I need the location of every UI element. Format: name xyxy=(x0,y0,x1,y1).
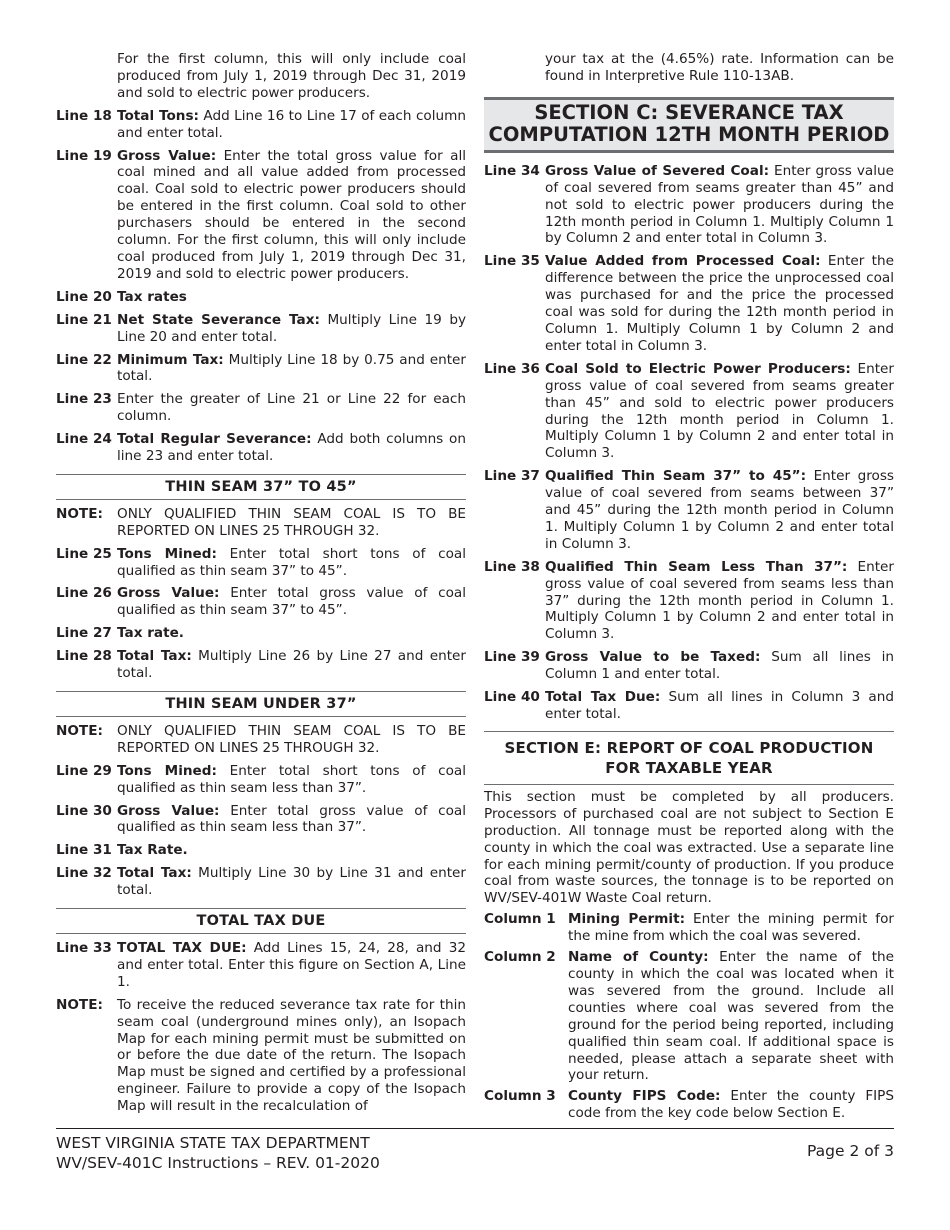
instruction-line-description: Enter total short tons of coal qualified as thin seam less than 37”. xyxy=(117,762,466,796)
instruction-line-description: Add Lines 15, 24, 28, and 32 and enter total. Enter this figure on Section A, Line 1. xyxy=(117,939,466,990)
column-instruction-text xyxy=(568,1088,894,1122)
instruction-line-text xyxy=(117,865,466,899)
instruction-line-text xyxy=(545,468,894,553)
section-e-heading-line1: SECTION E: REPORT OF COAL PRODUCTION xyxy=(504,738,874,757)
instruction-line-item xyxy=(484,649,894,683)
instruction-line-label: Line 36 xyxy=(484,360,540,377)
instruction-line-title: Tons Mined: xyxy=(117,762,217,779)
instruction-line-text xyxy=(117,148,466,283)
instruction-line-label: Line 24 xyxy=(56,431,112,448)
instruction-line-label: Line 34 xyxy=(484,162,540,179)
instruction-line-description: Enter gross value of coal severed from seams less than 37” during the 12th month period in Column 1. Multiply Column 1 by Column 2 and enter total in Column 3. xyxy=(545,558,894,643)
instruction-line-description: Enter the difference between the price the unprocessed coal was purchased for and the price the processed coal was sold for during the 12th month period in Column 1. Multiply Column 1 by Column 2 and enter total in Column 3. xyxy=(545,253,894,354)
lines-34-40 xyxy=(484,163,894,723)
instruction-line-label: Line 18 xyxy=(56,107,112,124)
instruction-line-description: Multiply Line 26 by Line 27 and enter total. xyxy=(117,648,466,682)
column-instruction-title: Mining Permit: xyxy=(568,911,686,928)
instruction-line-text xyxy=(117,108,466,142)
instruction-line-label: Line 29 xyxy=(56,762,112,779)
instruction-line-text xyxy=(545,253,894,354)
instruction-line-description: Add Line 16 to Line 17 of each column and enter total. xyxy=(117,107,466,141)
instruction-line-text xyxy=(117,391,466,425)
section-e-heading xyxy=(484,731,894,785)
instruction-line-label: NOTE: xyxy=(56,505,103,522)
instruction-line-item xyxy=(484,468,894,553)
instruction-line-item xyxy=(56,997,466,1115)
instruction-line-item xyxy=(56,546,466,580)
department-name: WEST VIRGINIA STATE TAX DEPARTMENT xyxy=(56,1134,370,1152)
instruction-line-description: Enter total gross value of coal qualified as thin seam 37” to 45”. xyxy=(117,585,467,619)
instruction-line-title: Tax rates xyxy=(117,288,187,305)
instruction-line-item xyxy=(56,585,466,619)
instruction-line-label: Line 40 xyxy=(484,689,540,706)
instruction-line-title: Total Regular Severance: xyxy=(117,431,312,448)
footer-rule xyxy=(56,1128,894,1129)
column-instruction-label: Column 1 xyxy=(484,911,556,928)
instruction-line-item xyxy=(56,431,466,465)
instruction-line-description: Multiply Line 19 by Line 20 and enter total. xyxy=(117,311,467,345)
instruction-line-description: Enter gross value of coal severed from seams greater than 45” and sold to electric power producers during the 12th month period in Column 1. Multiply Column 1 by Column 2 and enter total in Column 3. xyxy=(545,360,894,462)
instruction-line-item xyxy=(56,763,466,797)
instruction-line-description: Enter gross value of coal severed from seams between 37” and 45” during the 12th month period in Column 1. Multiply Column 1 by Column 2 and enter total in Column 3. xyxy=(545,468,895,552)
instruction-line-text xyxy=(545,559,894,644)
instruction-line-item xyxy=(56,108,466,142)
instruction-line-label: Line 28 xyxy=(56,648,112,665)
line-33-and-note xyxy=(56,940,466,1115)
instruction-line-item xyxy=(484,163,894,248)
instruction-line-text xyxy=(117,940,466,991)
lines-29-32 xyxy=(56,723,466,899)
instruction-line-description: ONLY QUALIFIED THIN SEAM COAL IS TO BE REPORTED ON LINES 25 THROUGH 32. xyxy=(117,505,466,539)
column-instruction-description: Enter the name of the county in which the coal was located when it was severed from the ground. Include all counties where coal was severed from the ground for the period being reported, including qualified thin seam coal. If additional space is needed, please attach a separate sheet with your return. xyxy=(568,949,894,1084)
instruction-line-description: Sum all lines in Column 3 and enter total. xyxy=(545,689,894,722)
instruction-line-text xyxy=(117,289,466,306)
instruction-line-label: Line 20 xyxy=(56,288,112,305)
instruction-line-label: Line 39 xyxy=(484,649,540,666)
instruction-line-label: Line 37 xyxy=(484,468,540,485)
instruction-line-text xyxy=(117,506,466,540)
instruction-line-title: Tax Rate. xyxy=(117,842,188,859)
instruction-line-label: Line 22 xyxy=(56,351,112,368)
instruction-line-item xyxy=(484,361,894,462)
instruction-line-item xyxy=(56,625,466,642)
section-c-heading xyxy=(484,97,894,153)
instruction-line-item xyxy=(56,803,466,837)
instruction-line-title: Qualified Thin Seam 37” to 45”: xyxy=(545,468,807,485)
instruction-line-description: Add both columns on line 23 and enter total. xyxy=(117,431,466,465)
instruction-line-label: Line 35 xyxy=(484,253,540,270)
instruction-line-text xyxy=(117,723,466,757)
instruction-line-text xyxy=(117,431,466,465)
instruction-line-text xyxy=(117,842,466,859)
instruction-line-title: Tons Mined: xyxy=(117,545,217,562)
instruction-line-item xyxy=(56,289,466,306)
instruction-line-title: Gross Value: xyxy=(117,585,220,602)
lines-18-24 xyxy=(56,108,466,465)
instruction-line-title: Net State Severance Tax: xyxy=(117,311,320,328)
instruction-line-label: Line 38 xyxy=(484,558,540,575)
instruction-line-title: TOTAL TAX DUE: xyxy=(117,939,247,956)
instruction-line-label: Line 33 xyxy=(56,939,112,956)
instruction-line-text xyxy=(117,352,466,386)
thin-seam-37-45-heading: THIN SEAM 37” TO 45” xyxy=(56,474,466,500)
instruction-line-label: Line 32 xyxy=(56,865,112,882)
instruction-line-text xyxy=(117,312,466,346)
instruction-line-text xyxy=(545,689,894,723)
instruction-line-item xyxy=(56,352,466,386)
instruction-line-title: Total Tons: xyxy=(117,107,199,124)
column-instruction-text xyxy=(568,911,894,945)
instruction-line-title: Qualified Thin Seam Less Than 37”: xyxy=(545,558,848,575)
note-continuation: your tax at the (4.65%) rate. Information can be found in Interpretive Rule 110-13AB. xyxy=(545,51,894,84)
form-revision: WV/SEV-401C Instructions – REV. 01-2020 xyxy=(56,1154,380,1172)
instruction-line-item xyxy=(56,723,466,757)
instruction-line-description: Enter total gross value of coal qualified as thin seam less than 37”. xyxy=(117,802,467,836)
right-column xyxy=(484,51,894,1122)
instruction-line-text xyxy=(117,803,466,837)
instruction-line-title: Gross Value of Severed Coal: xyxy=(545,162,770,179)
section-e-heading-line2: FOR TAXABLE YEAR xyxy=(605,758,773,777)
column-instruction-title: Name of County: xyxy=(568,949,709,966)
column-instruction-label: Column 3 xyxy=(484,1088,556,1105)
instruction-line-item xyxy=(56,391,466,425)
instruction-line-item xyxy=(56,312,466,346)
instruction-line-label: Line 26 xyxy=(56,585,112,602)
instruction-line-title: Gross Value: xyxy=(117,147,217,164)
instruction-line-description: Multiply Line 30 by Line 31 and enter total. xyxy=(117,865,466,899)
instruction-line-title: Total Tax: xyxy=(117,648,192,665)
instruction-line-label: Line 30 xyxy=(56,802,112,819)
instruction-line-description: Enter the total gross value for all coal mined and all value added from processed coal. Coal sold to electric power producers should be entered in the first column. Coal sold to other purchasers should be entered in the second column. For the first column, this will only include coal produced from July 1, 2019 through Dec 31, 2019 and sold to electric power producers. xyxy=(117,147,467,282)
section-c-heading-line2: COMPUTATION 12TH MONTH PERIOD xyxy=(488,122,890,146)
instruction-line-description: Multiply Line 18 by 0.75 and enter total. xyxy=(117,351,466,385)
section-c-heading-line1: SECTION C: SEVERANCE TAX xyxy=(534,100,844,124)
instruction-line-label: Line 25 xyxy=(56,545,112,562)
instruction-line-title: Coal Sold to Electric Power Producers: xyxy=(545,360,851,377)
instruction-line-text xyxy=(117,997,466,1115)
column-instruction-description: Enter the county FIPS code from the key code below Section E. xyxy=(568,1088,894,1122)
instruction-line-item xyxy=(56,506,466,540)
instruction-line-description: Enter total short tons of coal qualified as thin seam 37” to 45”. xyxy=(117,545,466,579)
instruction-line-item xyxy=(484,253,894,354)
column-instruction-item xyxy=(484,1088,894,1122)
instruction-line-description: ONLY QUALIFIED THIN SEAM COAL IS TO BE REPORTED ON LINES 25 THROUGH 32. xyxy=(117,722,466,756)
line-17-continuation: For the first column, this will only include coal produced from July 1, 2019 through Dec 31, 2019 and sold to electric power producers. xyxy=(117,51,466,101)
instruction-line-text xyxy=(117,585,466,619)
instruction-line-description: Enter the greater of Line 21 or Line 22 for each column. xyxy=(117,391,466,425)
instruction-line-title: Tax rate. xyxy=(117,625,184,642)
instruction-line-item xyxy=(56,842,466,859)
section-e-intro: This section must be completed by all producers. Processors of purchased coal are not subject to Section E production. All tonnage must be reported along with the county in which the coal was extracted. Use a separate line for each mining permit/county of production. If you produce coal from waste sources, the tonnage is to be reported on WV/SEV-401W Waste Coal return. xyxy=(484,788,894,907)
instruction-line-title: Gross Value: xyxy=(117,802,220,819)
instruction-line-item xyxy=(56,865,466,899)
instruction-line-title: Minimum Tax: xyxy=(117,351,224,368)
column-instruction-text xyxy=(568,949,894,1084)
instruction-line-label: NOTE: xyxy=(56,722,103,739)
footer-left xyxy=(56,1133,380,1173)
instruction-line-text xyxy=(545,163,894,248)
instruction-line-label: Line 31 xyxy=(56,842,112,859)
instruction-line-item xyxy=(484,689,894,723)
page-number: Page 2 of 3 xyxy=(807,1142,894,1160)
instruction-line-text xyxy=(117,625,466,642)
instruction-line-item xyxy=(484,559,894,644)
instruction-line-label: Line 23 xyxy=(56,391,112,408)
lines-25-28 xyxy=(56,506,466,682)
instruction-line-item xyxy=(56,940,466,991)
instruction-line-title: Total Tax: xyxy=(117,865,192,882)
instruction-line-label: Line 27 xyxy=(56,625,112,642)
left-column xyxy=(56,51,466,1115)
instruction-line-item xyxy=(56,648,466,682)
instruction-line-label: Line 21 xyxy=(56,311,112,328)
column-instruction-title: County FIPS Code: xyxy=(568,1088,721,1105)
instruction-line-description: To receive the reduced severance tax rate for thin seam coal (underground mines only), an Isopach Map for each mining permit must be submitted on or before the due date of the return. The Isopach Map must be signed and certified by a professional engineer. Failure to provide a copy of the Isopach Map will result in the recalculation of xyxy=(117,996,466,1115)
column-instruction-label: Column 2 xyxy=(484,949,556,966)
instruction-line-text xyxy=(117,763,466,797)
instruction-line-text xyxy=(117,546,466,580)
instruction-line-title: Value Added from Processed Coal: xyxy=(545,253,821,270)
instruction-line-text xyxy=(545,361,894,462)
instruction-line-title: Gross Value to be Taxed: xyxy=(545,649,761,666)
column-instruction-item xyxy=(484,949,894,1084)
instruction-line-text xyxy=(545,649,894,683)
instruction-line-description: Sum all lines in Column 1 and enter total. xyxy=(545,649,894,683)
section-e-columns xyxy=(484,911,894,1122)
instruction-line-title: Total Tax Due: xyxy=(545,689,661,706)
total-tax-due-heading: TOTAL TAX DUE xyxy=(56,908,466,934)
column-instruction-description: Enter the mining permit for the mine from which the coal was severed. xyxy=(568,911,894,945)
instruction-line-item xyxy=(56,148,466,283)
column-instruction-item xyxy=(484,911,894,945)
thin-seam-under-37-heading: THIN SEAM UNDER 37” xyxy=(56,691,466,717)
instruction-line-label: Line 19 xyxy=(56,147,112,164)
instruction-line-description: Enter gross value of coal severed from seams greater than 45” and not sold to electric power producers during the 12th month period in Column 1. Multiply Column 1 by Column 2 and enter total in Column 3. xyxy=(545,162,895,247)
instruction-line-text xyxy=(117,648,466,682)
instruction-line-label: NOTE: xyxy=(56,996,103,1013)
